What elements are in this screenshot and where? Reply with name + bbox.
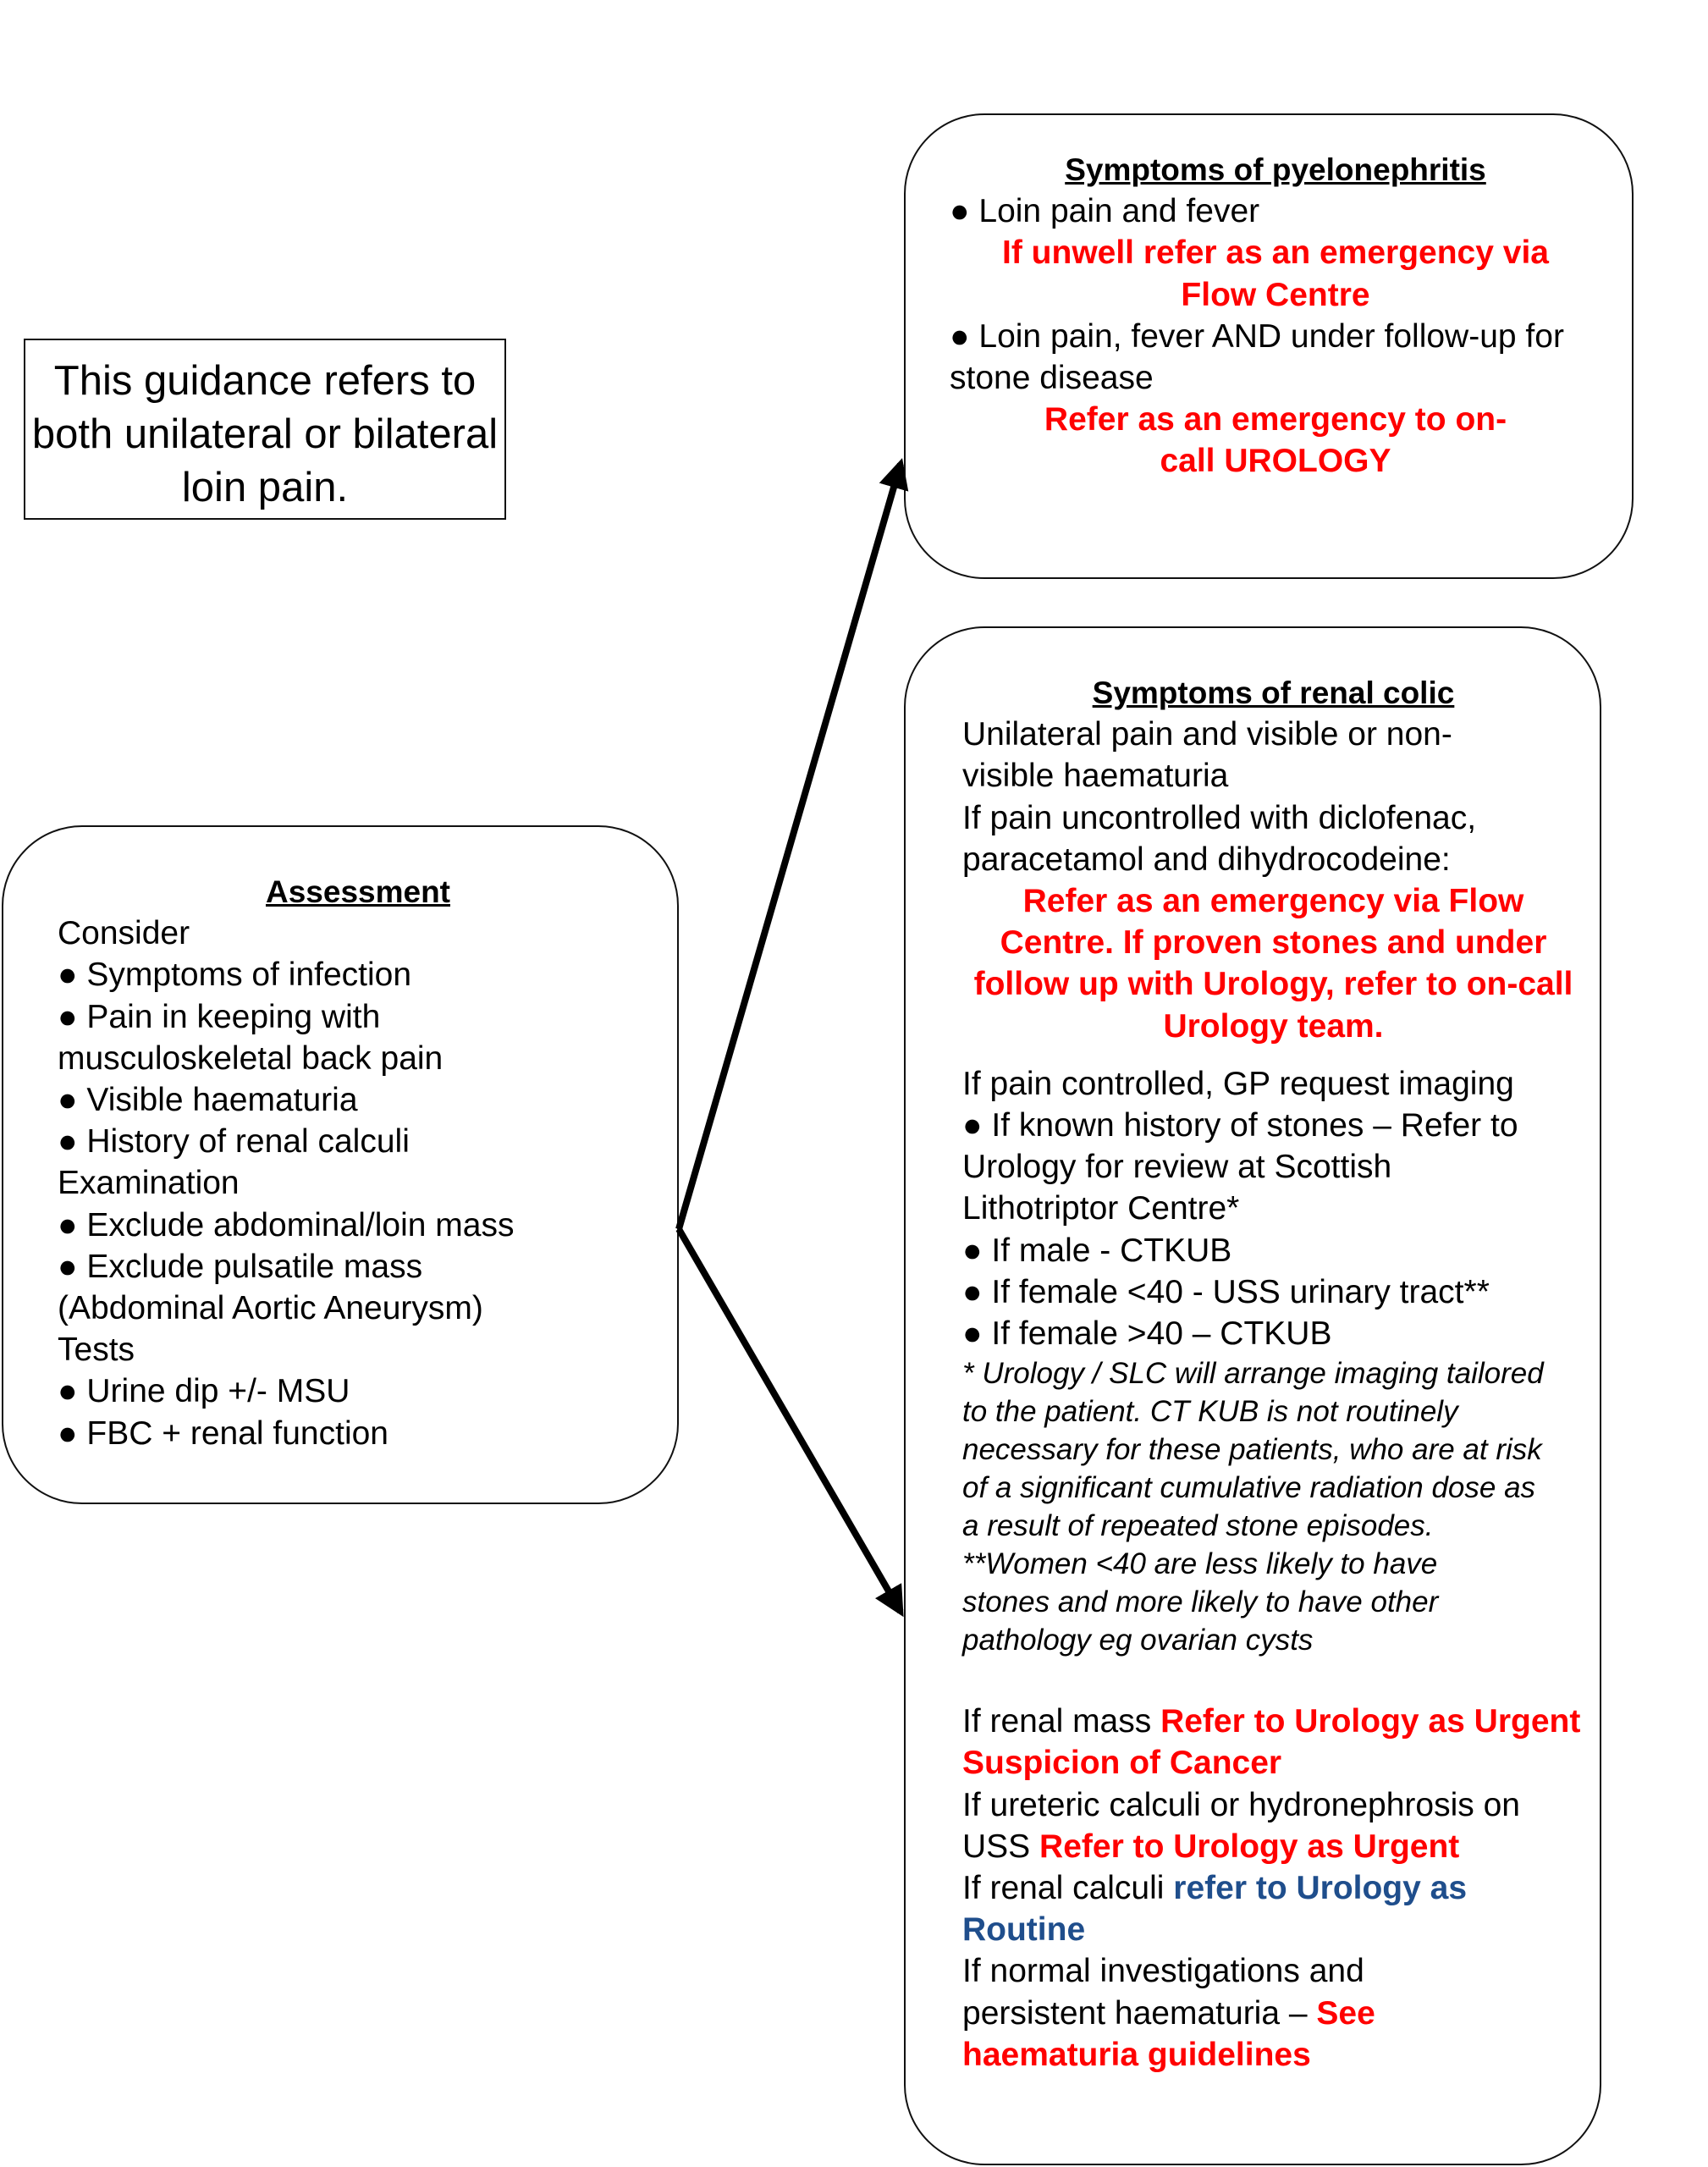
renal-mass-prefix: If renal mass <box>962 1703 1161 1740</box>
consider-item: ● Visible haematuria <box>58 1082 358 1119</box>
tests-item: ● FBC + renal function <box>58 1414 388 1452</box>
ureteric-prefix: If ureteric calculi or hydronephrosis on USS <box>962 1786 1520 1865</box>
normal-investigations-prefix: If normal investigations and persistent haematuria – <box>962 1953 1364 2032</box>
assessment-box <box>2 825 679 1504</box>
consider-item: ● Symptoms of infection <box>58 957 412 994</box>
arrow-to-pyelonephritis <box>679 464 901 1229</box>
renal-mass-action: Refer to Urology as Urgent Suspicion of Cancer <box>962 1703 1581 1782</box>
imaging-footnote: * Urology / SLC will arrange imaging tailored to the patient. CT KUB is not routinely necessary for these patients, who are at risk of a significant cumulative radiation dose as a result of repeated stone episodes. <box>962 1357 1544 1543</box>
renal-mass-row <box>962 1701 1584 1784</box>
pyelonephritis-action-oncall-urology: Refer as an emergency to on-call UROLOGY <box>1044 401 1507 480</box>
renal-colic-controlled: If pain controlled, GP request imaging <box>962 1065 1514 1102</box>
normal-investigations-row <box>962 1950 1436 2076</box>
imaging-item: ● If female <40 - USS urinary tract** <box>962 1273 1490 1310</box>
tests-item: ● Urine dip +/- MSU <box>58 1373 350 1410</box>
pyelonephritis-item-stone-followup: ● Loin pain, fever AND under follow-up for stone disease <box>950 317 1564 397</box>
renal-colic-emergency-action: Refer as an emergency via Flow Centre. If proven stones and under follow up with Urology, refer to on-call Urology team. <box>973 883 1573 1045</box>
imaging-item: ● If male - CTKUB <box>962 1232 1232 1269</box>
assessment-title: Assessment <box>265 874 450 909</box>
consider-item: ● Pain in keeping with musculoskeletal back pain <box>58 998 444 1077</box>
guidance-note-text: This guidance refers to both unilateral or bilateral loin pain. <box>31 358 499 510</box>
tests-heading: Tests <box>58 1332 135 1369</box>
pyelonephritis-item-fever: ● Loin pain and fever <box>950 193 1260 230</box>
renal-colic-uncontrolled: If pain uncontrolled with diclofenac, paracetamol and dihydrocodeine: <box>962 799 1477 878</box>
examination-item: ● Exclude abdominal/loin mass <box>58 1206 515 1243</box>
renal-colic-box <box>904 626 1601 2165</box>
women-footnote: **Women <40 are less likely to have stones and more likely to have other pathology eg ovarian cysts <box>962 1547 1439 1657</box>
ureteric-row <box>962 1784 1546 1867</box>
pyelonephritis-title: Symptoms of pyelonephritis <box>1065 152 1486 187</box>
imaging-item: ● If known history of stones – Refer to Urology for review at Scottish Lithotriptor Centre* <box>962 1107 1518 1227</box>
imaging-item: ● If female >40 – CTKUB <box>962 1315 1332 1353</box>
guidance-note-box <box>24 339 506 520</box>
ureteric-action: Refer to Urology as Urgent <box>1039 1828 1460 1865</box>
renal-calculi-row <box>962 1867 1584 1950</box>
renal-colic-title: Symptoms of renal colic <box>1092 675 1455 710</box>
renal-calculi-action: refer to Urology as Routine <box>962 1870 1468 1949</box>
haematuria-guidelines-action: See haematuria guidelines <box>962 1994 1375 2073</box>
consider-heading: Consider <box>58 915 190 952</box>
pyelonephritis-action-flow-centre: If unwell refer as an emergency via Flow Centre <box>1002 234 1549 313</box>
examination-item: ● Exclude pulsatile mass (Abdominal Aortic Aneurysm) <box>58 1248 483 1327</box>
renal-colic-intro: Unilateral pain and visible or non-visible haematuria <box>962 716 1452 795</box>
consider-item: ● History of renal calculi <box>58 1123 410 1161</box>
examination-heading: Examination <box>58 1165 240 1202</box>
renal-calculi-prefix: If renal calculi <box>962 1870 1174 1907</box>
arrow-to-renal-colic <box>679 1229 901 1612</box>
pyelonephritis-box <box>904 113 1634 579</box>
